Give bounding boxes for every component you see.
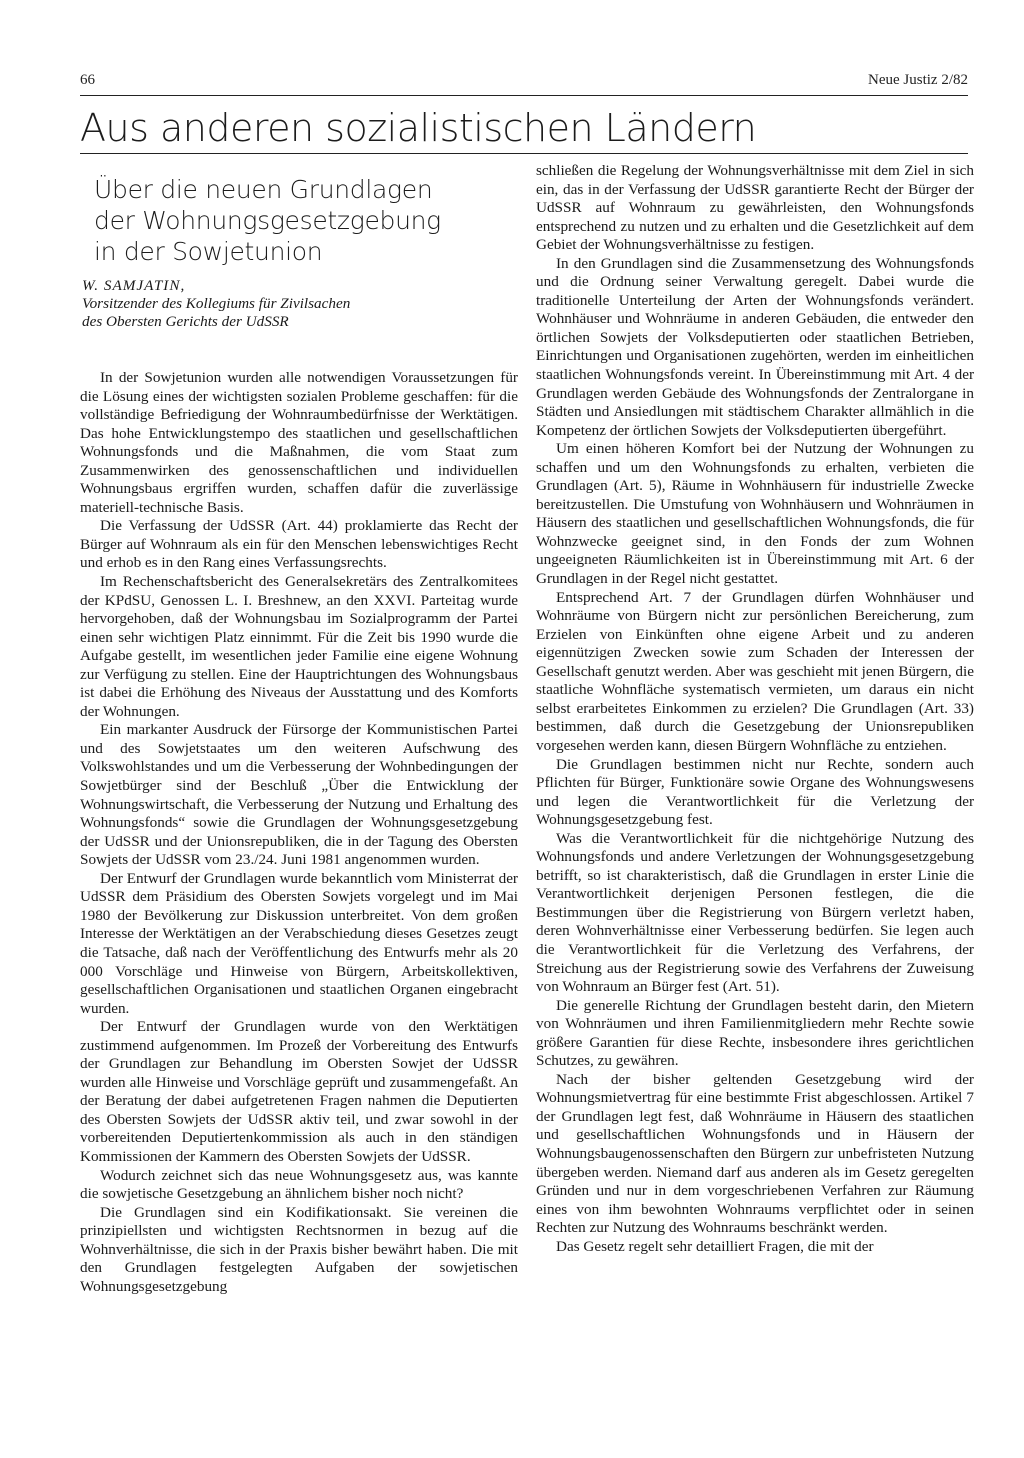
author-name: W. SAMJATIN, <box>82 277 186 294</box>
paragraph: Wodurch zeichnet sich das neue Wohnungsgesetz aus, was kannte die sowjetische Gesetzgebung an ähnlichem bisher noch nicht? <box>80 1166 518 1203</box>
author-role: Vorsitzender des Kollegiums für Zivilsachen <box>82 295 351 312</box>
author-block <box>82 277 518 331</box>
article-title-line: in der Sowjetunion <box>94 237 323 266</box>
paragraph: Im Rechenschaftsbericht des Generalsekretärs des Zentralkomitees der KPdSU, Genossen L. I. Breshnew, an den XXVI. Parteitag wurde hervorgehoben, daß der Wohnungsbau im Sozialprogramm der Partei einen sehr wichtigen Platz einnimmt. Für die Zeit bis 1990 wurde die Aufgabe gestellt, im wesentlichen jeder Familie eine eigene Wohnung zur Verfügung zu stellen. Eine der Hauptrichtungen des Wohnungsbaus ist dabei die Erhöhung des Niveaus der Ausstattung und des Komforts der Wohnungen. <box>80 573 518 720</box>
paragraph: Der Entwurf der Grundlagen wurde bekanntlich vom Ministerrat der UdSSR dem Präsidium des Obersten Sowjets vorgelegt und im Mai 1980 der Bevölkerung zur Diskussion unterbreitet. Von dem großen Interesse der Werktätigen an der Verabschiedung dieses Gesetzes zeugt die Tatsache, daß nach der Veröffentlichung des Entwurfs mehr als 20 000 Vorschläge und Hinweise von Bürgern, Arbeitskollektiven, gesellschaftlichen Organisationen und staatlichen Organen eingebracht wurden. <box>80 869 518 1017</box>
paragraph: Die generelle Richtung der Grundlagen besteht darin, den Mietern von Wohnräumen und ihren Familienmitgliedern mehr Rechte sowie größere Garantien für diese Rechte, insbesondere ihres gerichtlichen Schutzes, zu gewähren. <box>536 996 974 1070</box>
paragraph: Nach der bisher geltenden Gesetzgebung wird der Wohnungsmietvertrag für eine bestimmte Frist abgeschlossen. Artikel 7 der Grundlagen legt fest, daß Wohnräume in Häusern des staatlichen und gesellschaftlichen Wohnungsfonds und in Häusern der Wohnungsbaugenossenschaften den Bürgern zur unbefristeten Nutzung übergeben werden. Niemand darf aus anderen als im Gesetz geregelten Gründen und nur in dem vorgeschriebenen Verfahren zur Räumung eines von ihm bewohnten Wohnraums verpflichtet oder in seinen Rechten zur Nutzung des Wohnraums beschränkt werden. <box>536 1070 974 1237</box>
article-title-line: Über die neuen Grundlagen <box>94 175 433 204</box>
paragraph: In den Grundlagen sind die Zusammensetzung des Wohnungsfonds und die Ordnung seiner Verwaltung geregelt. Dabei wurde die traditionelle Unterteilung der Arten der Wohnungsfonds verändert. Wohnhäuser und Wohnräume in anderen Gebäuden, die entweder den örtlichen Sowjets der Volksdeputierten oder staatlichen Betrieben, Einrichtungen und Organisationen zugehörten, werden im einheitlichen staatlichen Wohnungsfonds vereint. In Übereinstimmung mit Art. 4 der Grundlagen werden Gebäude des Wohnungsfonds der Zentralorgane in Städten und Ansiedlungen mit städtischem Charakter allmählich in die Kompetenz der örtlichen Sowjets der Volksdeputierten übergeführt. <box>536 254 974 439</box>
paragraph: Ein markanter Ausdruck der Fürsorge der Kommunistischen Partei und des Sowjetstaates um den weiteren Aufschwung des Volkswohlstandes und um die Verbesserung der Wohnbedingungen der Sowjetbürger sind der Beschluß „Über die Entwicklung der Wohnungswirtschaft, die Verbesserung der Nutzung und Erhaltung des Wohnungsfonds“ sowie die Grundlagen der Wohnungsgesetzgebung der UdSSR und der Unionsrepubliken, die in der Tagung des Obersten Sowjets der UdSSR vom 23./24. Juni 1981 angenommen wurden. <box>80 721 518 869</box>
page-header <box>80 72 968 94</box>
header-rule <box>80 95 968 96</box>
section-title: Aus anderen sozialistischen Ländern <box>80 106 757 150</box>
paragraph: Die Verfassung der UdSSR (Art. 44) proklamierte das Recht der Bürger auf Wohnraum als ein für den Menschen lebenswichtiges Recht und erhob es in den Rang eines Verfassungsrechts. <box>80 517 518 572</box>
paragraph: Der Entwurf der Grundlagen wurde von den Werktätigen zustimmend aufgenommen. Im Prozeß der Vorbereitung des Entwurfs der Grundlagen zur Behandlung im Obersten Sowjet der UdSSR wurden alle Hinweise und Vorschläge geprüft und zusammengefaßt. An der Beratung der dabei aufgetretenen Fragen nahmen die Deputierten des Obersten Sowjets der UdSSR aktiv teil, und zwar sowohl in der vorbereitenden Deputiertenkommission als auch in den ständigen Kommissionen der Kammern des Obersten Sowjets der UdSSR. <box>80 1018 518 1165</box>
article-title-line: der Wohnungsgesetzgebung <box>94 206 441 235</box>
paragraph: Um einen höheren Komfort bei der Nutzung der Wohnungen zu schaffen und um den Wohnungsfonds zu erhalten, verbieten die Grundlagen (Art. 5), Räume in Wohnhäusern für industrielle Zwecke bereitzustellen. Die Umstufung von Wohnhäusern und Wohnräumen in Häusern des staatlichen und gesellschaftlichen Wohnungsfonds, die für Wohnzwecke geeignet sind, in den Fonds der zum Wohnen ungeeigneten Räumlichkeiten ist in Übereinstimmung mit Art. 6 der Grundlagen in der Regel nicht gestattet. <box>536 440 974 588</box>
paragraph: Was die Verantwortlichkeit für die nichtgehörige Nutzung des Wohnungsfonds und andere Verletzungen der Wohnungsgesetzgebung betrifft, so ist charakteristisch, daß die Grundlagen in erster Linie die Verantwortlichkeit derjenigen Personen festlegen, die die Bestimmungen über die Registrierung von Bürgern verletzt haben, deren Wohnverhältnisse einer Verbesserung bedürfen. Sie legen auch die Verantwortlichkeit für die Verletzung des Verfahrens, der Streichung aus der Registrierung sowie des Verfahrens der Zuweisung von Wohnraum an Bürger fest (Art. 51). <box>536 829 974 996</box>
article-title <box>94 174 518 267</box>
paragraph: schließen die Regelung der Wohnungsverhältnisse mit dem Ziel in sich ein, das in der Verfassung der UdSSR garantierte Recht der Bürger der UdSSR auf Wohnraum zu gewährleisten, den Wohnungsfonds entsprechend zu nutzen und zu erhalten und die Gesetzlichkeit auf dem Gebiet der Wohnungsverhältnisse zu festigen. <box>536 162 974 254</box>
author-role: des Obersten Gerichts der UdSSR <box>82 313 289 330</box>
section-rule <box>80 153 968 154</box>
page-number: 66 <box>80 72 95 88</box>
right-column <box>536 162 974 1256</box>
journal-issue: Neue Justiz 2/82 <box>868 72 968 88</box>
left-column <box>80 162 518 1296</box>
paragraph: Das Gesetz regelt sehr detailliert Fragen, die mit der <box>556 1237 874 1255</box>
paragraph: Entsprechend Art. 7 der Grundlagen dürfen Wohnhäuser und Wohnräume von Bürgern nicht zur persönlichen Bereicherung, zum Erzielen von Einkünften ohne eigene Arbeit und zu anderen eigennützigen Zwecken sowie zum Schaden der Interessen der Gesellschaft genutzt werden. Aber was geschieht mit jenen Bürgern, die staatliche Wohnfläche systematisch vermieten, um daraus ein nicht selbst erarbeitetes Einkommen zu erzielen? Die Grundlagen (Art. 33) bestimmen, daß durch die Gesetzgebung der Unionsrepubliken vorgesehen werden kann, diesen Bürgern Wohnfläche zu entziehen. <box>536 588 974 754</box>
paragraph: Die Grundlagen sind ein Kodifikationsakt. Sie vereinen die prinzipiellsten und wichtigsten Rechtsnormen in bezug auf die Wohnverhältnisse, die sich in der Praxis bisher bewährt haben. Die mit den Grundlagen festgelegten Aufgaben der sowjetischen Wohnungsgesetzgebung <box>80 1203 518 1295</box>
paragraph: Die Grundlagen bestimmen nicht nur Rechte, sondern auch Pflichten für Bürger, Funktionäre sowie Organe des Wohnungswesens und legen die Verantwortlichkeit für die Verletzung der Wohnungsgesetzgebung fest. <box>536 755 974 829</box>
paragraph: In der Sowjetunion wurden alle notwendigen Voraussetzungen für die Lösung eines der wichtigsten sozialen Probleme geschaffen: für die vollständige Befriedigung der Wohnraumbedürfnisse der Werktätigen. Das hohe Entwicklungstempo des staatlichen und gesellschaftlichen Wohnungsfonds und die Maßnahmen, die vom Staat zum Zusammenwirken des genossenschaftlichen und individuellen Wohnungsbaus ergriffen wurden, schaffen dafür die zuverlässige materiell-technische Basis. <box>80 369 518 516</box>
